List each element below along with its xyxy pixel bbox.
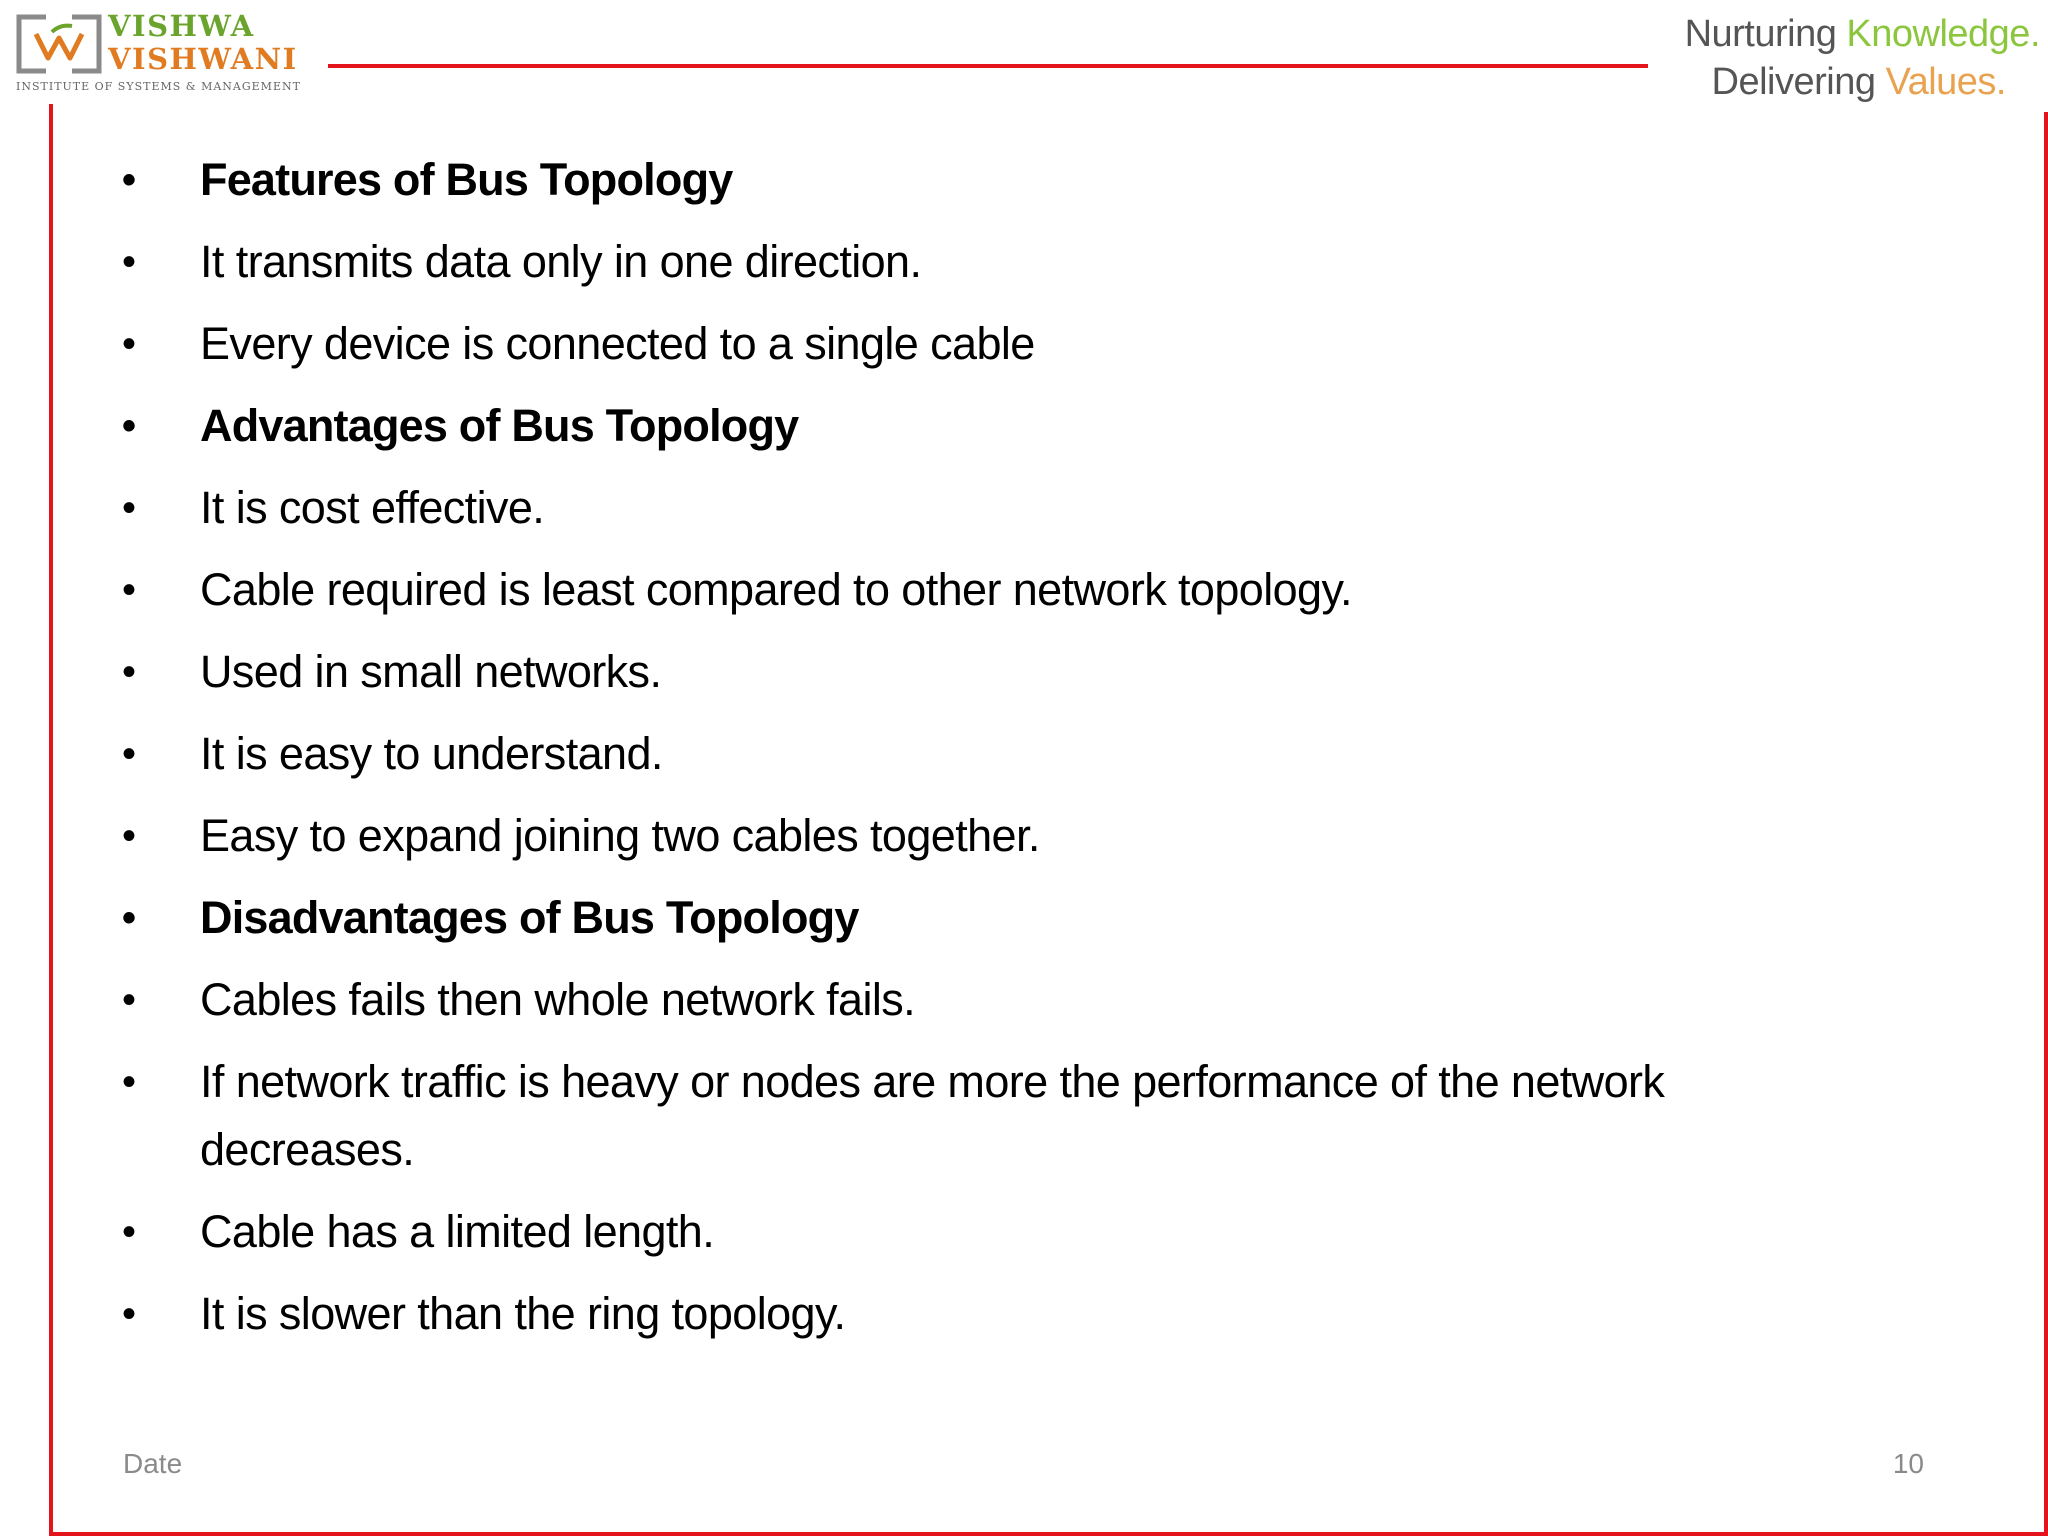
bullet-heading-features: • Features of Bus Topology [122, 146, 2002, 214]
tagline-line-2 [1640, 58, 2040, 106]
header-rule [328, 64, 1648, 68]
bullet-icon: • [122, 158, 136, 202]
list-item: • If network traffic is heavy or nodes are more the performance of the network decreases. [122, 1048, 1822, 1184]
bullet-icon: • [122, 1060, 136, 1104]
bullet-icon: • [122, 814, 136, 858]
logo-subtitle: INSTITUTE OF SYSTEMS & MANAGEMENT [16, 80, 301, 93]
bullet-icon: • [122, 404, 136, 448]
footer-date: Date [123, 1448, 183, 1479]
slide-number: 10 [1892, 1448, 1924, 1479]
logo-mark-icon [16, 14, 102, 74]
tagline-line-1 [1640, 10, 2040, 58]
bullet-icon: • [122, 978, 136, 1022]
bullet-icon: • [122, 1210, 136, 1254]
left-border [49, 104, 53, 1536]
tagline-knowledge: Knowledge. [1846, 13, 2040, 55]
institute-logo [14, 10, 330, 96]
logo-text-vishwani: VISHWANI [108, 42, 298, 76]
list-item: • Cables fails then whole network fails. [122, 966, 2002, 1034]
bullet-icon: • [122, 896, 136, 940]
list-item: • It is slower than the ring topology. [122, 1280, 2002, 1348]
list-item: • Cable required is least compared to other network topology. [122, 556, 2002, 624]
bullet-icon: • [122, 650, 136, 694]
bullet-list [122, 146, 2002, 1362]
bullet-icon: • [122, 486, 136, 530]
tagline [1640, 10, 2040, 106]
list-item: • It is easy to understand. [122, 720, 2002, 788]
list-item: • It is cost effective. [122, 474, 2002, 542]
tagline-values: Values. [1885, 61, 2006, 103]
list-item: • Every device is connected to a single cable [122, 310, 2002, 378]
bullet-icon: • [122, 240, 136, 284]
tagline-nurturing: Nurturing [1684, 13, 1847, 55]
right-border [2044, 112, 2048, 1536]
list-item: • Easy to expand joining two cables together. [122, 802, 2002, 870]
bullet-icon: • [122, 568, 136, 612]
bottom-border [49, 1532, 2048, 1536]
bullet-icon: • [122, 1292, 136, 1336]
list-item: • It transmits data only in one direction. [122, 228, 2002, 296]
list-item: • Cable has a limited length. [122, 1198, 2002, 1266]
bullet-heading-advantages: • Advantages of Bus Topology [122, 392, 2002, 460]
bullet-icon: • [122, 732, 136, 776]
tagline-delivering: Delivering [1711, 61, 1886, 103]
logo-text-vishwa: VISHWA [108, 9, 255, 43]
bullet-heading-disadvantages: • Disadvantages of Bus Topology [122, 884, 2002, 952]
bullet-icon: • [122, 322, 136, 366]
list-item: • Used in small networks. [122, 638, 2002, 706]
